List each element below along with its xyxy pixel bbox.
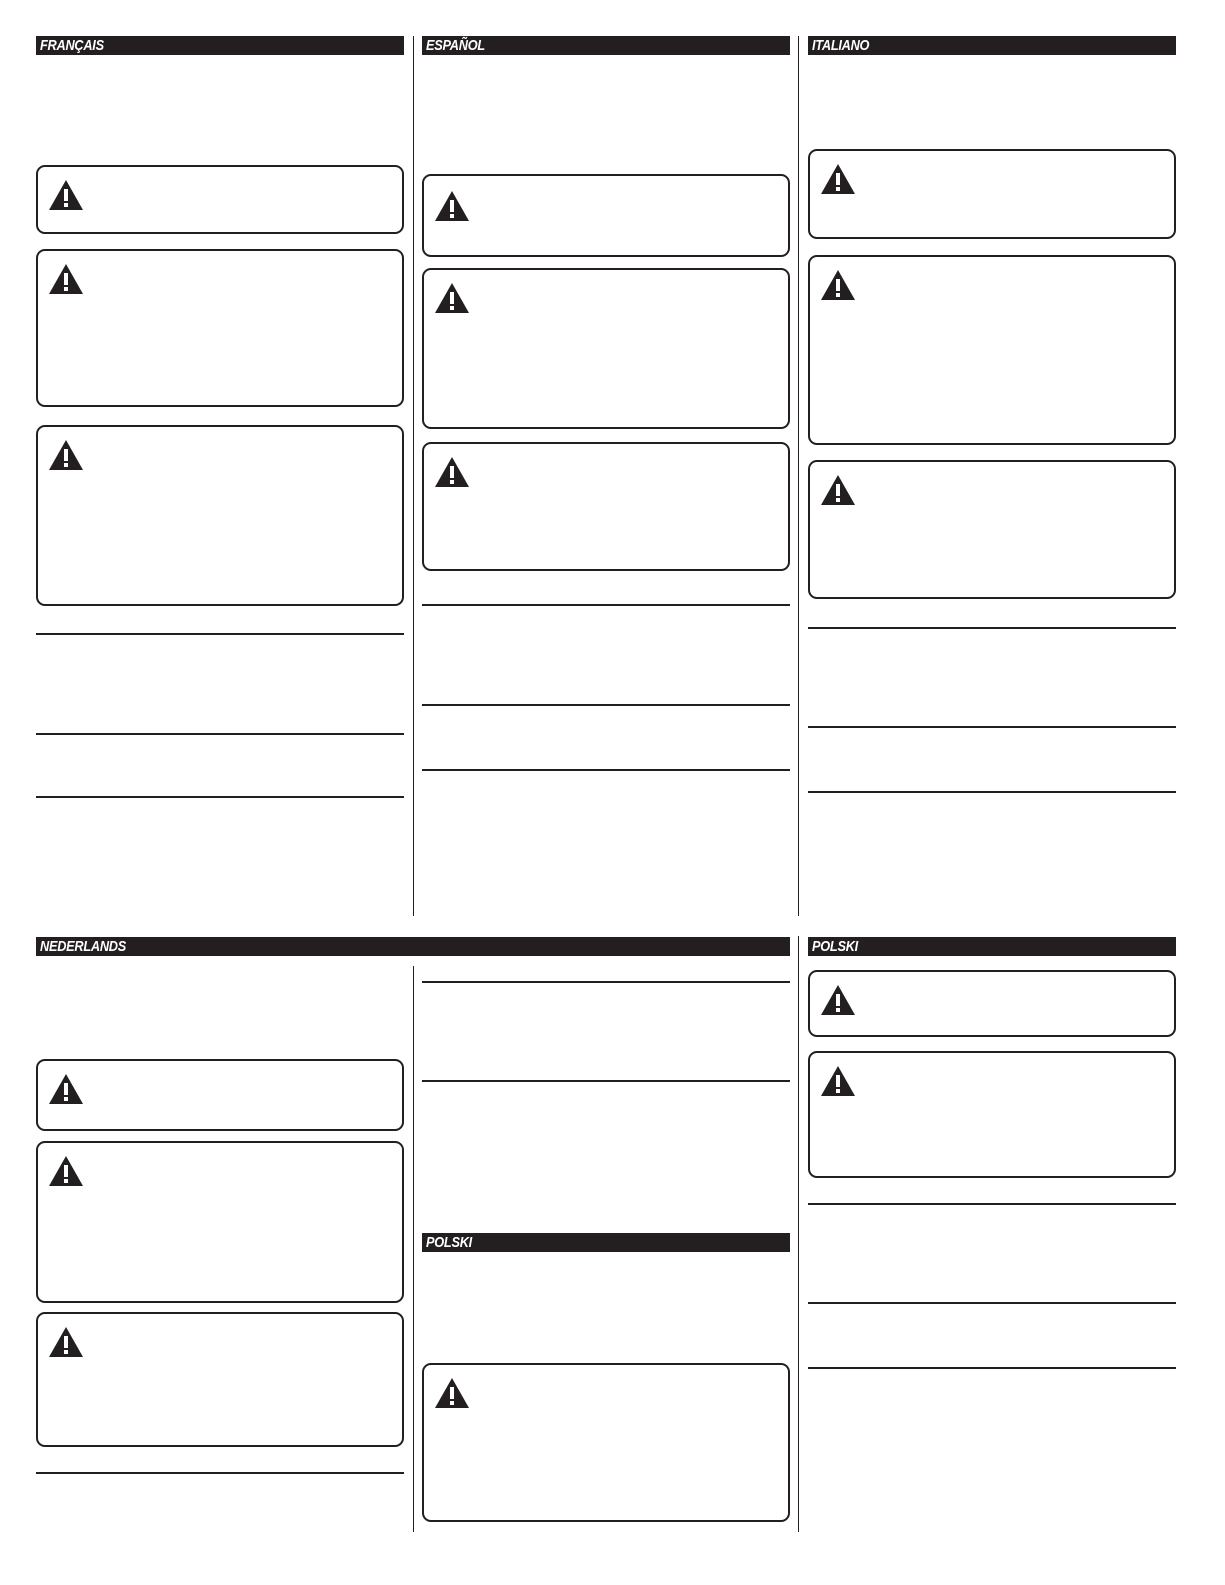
warning-box (422, 268, 790, 429)
section-rule (808, 1203, 1176, 1205)
warning-box (808, 970, 1176, 1037)
warning-box (808, 255, 1176, 445)
column-divider-right (798, 36, 799, 916)
section-rule (808, 1302, 1176, 1304)
section-rule (808, 627, 1176, 629)
section-rule (36, 1472, 404, 1474)
warning-triangle-icon (434, 190, 470, 222)
section-rule (422, 604, 790, 606)
warning-box (36, 249, 404, 407)
warning-triangle-icon (48, 1073, 84, 1105)
warning-box (36, 165, 404, 234)
section-rule (808, 726, 1176, 728)
warning-box (422, 174, 790, 257)
section-header-espanol: ESPAÑOL (422, 36, 790, 55)
section-rule (36, 796, 404, 798)
section-rule (36, 633, 404, 635)
warning-triangle-icon (820, 163, 856, 195)
warning-triangle-icon (820, 269, 856, 301)
warning-triangle-icon (48, 439, 84, 471)
section-rule (36, 733, 404, 735)
warning-triangle-icon (820, 984, 856, 1016)
warning-triangle-icon (820, 1065, 856, 1097)
warning-box (808, 1051, 1176, 1178)
section-rule (422, 769, 790, 771)
section-header-italiano: ITALIANO (808, 36, 1176, 55)
section-header-polski-right: POLSKI (808, 937, 1176, 956)
warning-box (36, 425, 404, 606)
warning-box (422, 442, 790, 571)
warning-triangle-icon (434, 282, 470, 314)
column-divider-left (413, 36, 414, 916)
warning-box (808, 149, 1176, 239)
section-rule (808, 791, 1176, 793)
warning-triangle-icon (434, 1377, 470, 1409)
warning-box (36, 1059, 404, 1131)
column-divider-left-lower (413, 966, 414, 1532)
warning-triangle-icon (48, 179, 84, 211)
section-rule (422, 1080, 790, 1082)
warning-triangle-icon (820, 474, 856, 506)
section-header-francais: FRANÇAIS (36, 36, 404, 55)
warning-triangle-icon (434, 456, 470, 488)
warning-box (808, 460, 1176, 599)
warning-box (36, 1141, 404, 1303)
section-rule (422, 981, 790, 983)
warning-triangle-icon (48, 1326, 84, 1358)
warning-triangle-icon (48, 1155, 84, 1187)
section-rule (808, 1367, 1176, 1369)
warning-triangle-icon (48, 263, 84, 295)
section-header-polski-middle: POLSKI (422, 1233, 790, 1252)
warning-box (422, 1363, 790, 1522)
section-header-nederlands: NEDERLANDS (36, 937, 790, 956)
column-divider-right-lower (798, 936, 799, 1532)
warning-box (36, 1312, 404, 1447)
section-rule (422, 704, 790, 706)
